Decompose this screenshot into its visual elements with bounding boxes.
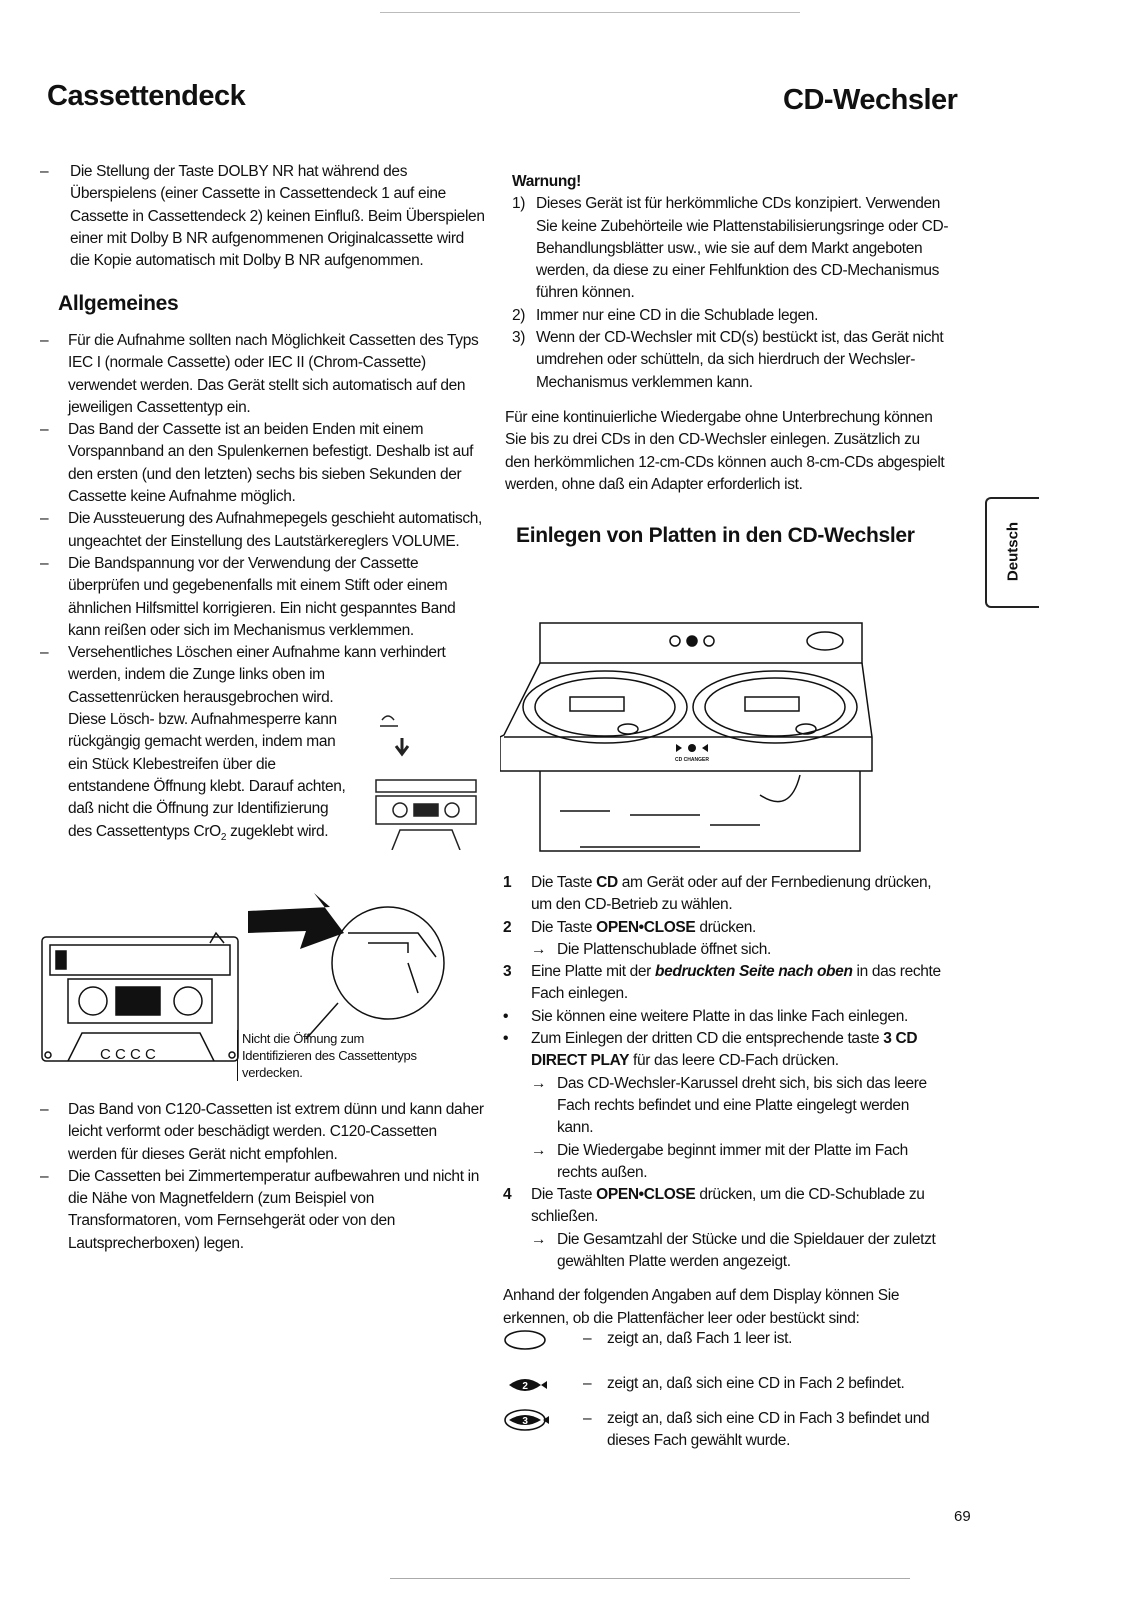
step-number: 2 [503, 918, 512, 936]
empty-disc-icon [503, 1328, 553, 1352]
scan-noise-bottom [390, 1578, 910, 1579]
step-number: 3 [503, 963, 512, 981]
left-title: Cassettendeck [47, 80, 246, 112]
bottom-list [40, 1099, 485, 1255]
step-text: drücken. [695, 918, 756, 936]
step-text: Zum Einlegen der dritten CD die entsprechende taste [531, 1030, 884, 1048]
language-tab [985, 497, 1039, 608]
arrow-icon: → [531, 1074, 547, 1092]
arrow-icon: → [531, 940, 547, 958]
step-result-text: Die Wiedergabe beginnt immer mit der Platte im Fach rechts außen. [557, 1141, 908, 1181]
step-result [503, 939, 948, 961]
disc-icon-label: 3 [522, 1416, 528, 1427]
key-name: OPEN•CLOSE [596, 918, 696, 936]
bullet-icon: • [503, 1007, 509, 1025]
dash: – [40, 644, 49, 662]
list-item-text: Das Band von C120-Cassetten ist extrem dünn und kann daher leicht verformt oder beschädigt werden. C120-Cassetten werden für dieses Gerät nicht empfohlen. [68, 1101, 484, 1163]
warning-item [512, 305, 952, 327]
cassette-label: C C C C [100, 1046, 156, 1063]
warning-number: 2) [512, 306, 526, 324]
warning-text: Immer nur eine CD in die Schublade legen. [536, 306, 819, 324]
page-number: 69 [954, 1508, 971, 1525]
text-line: ein Stück Klebestreifen über die [68, 755, 276, 773]
dash: – [583, 1410, 592, 1427]
warning-item [512, 327, 952, 394]
warning-number: 1) [512, 195, 526, 213]
list-item [40, 330, 485, 419]
warning-text: Dieses Gerät ist für herkömmliche CDs konzipiert. Verwenden Sie keine Zubehörteile wie Plattenstabilisierungsringe oder CD-Behandlungsblätter usw., wie sie auf dem Markt angeboten werden, da diese zu einer Fehlfunktion des CD-Mechanismus führen können. [536, 195, 949, 302]
bullet-item [503, 1006, 948, 1028]
list-item-text: Das Band der Cassette ist an beiden Enden mit einem Vorspannband an den Spulenkernen befestigt. Deshalb ist auf den ersten (und den letzten) sechs bis sieben Sekunden der Cassette keine Aufnahme möglich. [68, 421, 474, 506]
warning-item [512, 193, 952, 304]
step-result [503, 1140, 948, 1185]
display-row-text: zeigt an, daß Fach 1 leer ist. [607, 1330, 793, 1347]
step-4 [503, 1184, 948, 1229]
step-result-text: Die Gesamtzahl der Stücke und die Spieldauer der zuletzt gewählten Platte werden angezeigt. [557, 1230, 936, 1271]
dash: – [583, 1330, 592, 1347]
dash: – [40, 1101, 49, 1118]
list-item [40, 1166, 485, 1255]
text-line: rückgängig gemacht werden, indem man [68, 733, 336, 751]
step-result [503, 1229, 948, 1274]
steps-list [503, 872, 948, 1330]
arrow-icon: → [531, 1141, 547, 1159]
text-line: Cassettenrücken herausgebrochen wird. [68, 688, 334, 706]
dash: – [40, 1167, 49, 1185]
text-fragment: des Cassettentyps CrO [68, 822, 221, 840]
step-text: drücken, um die CD-Schublade zu schließen. [531, 1186, 925, 1226]
dash: – [40, 332, 49, 349]
intro-paragraph: Für eine kontinuierliche Wiedergabe ohne Unterbrechung können Sie bis zu drei CDs in den CD-Wechsler einlegen. Zusätzlich zu den herkömmlichen 12-cm-CDs können auch 8-cm-CDs abgespielt werden, ohne daß ein Adapter erforderlich ist. [505, 409, 945, 493]
text-line: daß nicht die Öffnung zur Identifizierung [68, 800, 329, 818]
step-3 [503, 961, 948, 1006]
warning-number: 3) [512, 329, 526, 347]
step-text: Die Taste [531, 874, 597, 891]
text-line: Versehentliches Löschen einer Aufnahme kann verhindert [68, 644, 446, 662]
warning-block [512, 171, 952, 394]
display-row-text: zeigt an, daß sich eine CD in Fach 3 befindet und dieses Fach gewählt wurde. [607, 1410, 930, 1450]
step-text: Die Taste [531, 1186, 597, 1204]
right-title: CD-Wechsler [783, 84, 958, 116]
step-text: in das rechte Fach einlegen. [531, 963, 941, 1003]
emphasis: bedruckten Seite nach oben [654, 963, 853, 981]
disc-icon-label: 2 [522, 1381, 528, 1392]
arrow-icon: → [531, 1230, 547, 1248]
display-row-text: zeigt an, daß sich eine CD in Fach 2 befindet. [607, 1375, 905, 1392]
text-fragment: zugeklebt wird. [226, 822, 329, 840]
step-1 [503, 872, 948, 917]
disc-2-icon [503, 1373, 553, 1397]
list-item [40, 1099, 485, 1166]
subscript: 2 [220, 831, 227, 843]
disc-3-selected-icon [503, 1408, 553, 1432]
list-item [40, 553, 485, 642]
caption-line: Nicht die Öffnung zum [242, 1031, 365, 1046]
dash: – [583, 1375, 592, 1392]
cd-changer-illustration [500, 615, 875, 870]
list-item-text: Für die Aufnahme sollten nach Möglichkeit Cassetten des Typs IEC I (normale Cassette) oder IEC II (Chrom-Cassette) verwendet werden. Das Gerät stellt sich automatisch auf den jeweiligen Cassettentyp ein. [68, 332, 479, 416]
step-2 [503, 917, 948, 939]
list-item [40, 508, 485, 553]
left-column [40, 161, 485, 272]
caption-line: verdecken. [242, 1065, 303, 1080]
step-text: Sie können eine weitere Platte in das linke Fach einlegen. [531, 1007, 908, 1025]
step-text: Die Taste [531, 918, 597, 936]
bullet-item [503, 1028, 948, 1073]
scan-noise-top [380, 12, 800, 13]
erase-tab-illustration [372, 700, 482, 850]
list-item [40, 161, 485, 272]
warning-title: Warnung! [512, 173, 581, 190]
step-number: 4 [503, 1186, 512, 1204]
dash: – [40, 163, 49, 180]
text-line: werden, indem die Zunge links oben im [68, 666, 325, 684]
list-item-text: Die Stellung der Taste DOLBY NR hat während des Überspielens (einer Cassette in Cassettendeck 1 auf eine Cassette in Cassettendeck 2) keinen Einfluß. Beim Überspielen einer mit Dolby B NR aufgenommenen Originalcassette wird die Kopie automatisch mit Dolby B NR aufgenommen. [70, 163, 485, 270]
cassette-caption [237, 1030, 417, 1081]
dash: – [40, 510, 49, 528]
dash: – [40, 421, 49, 439]
device-label: CD CHANGER [675, 757, 709, 763]
step-text: für das leere CD-Fach drücken. [629, 1052, 839, 1070]
bullet-icon: • [503, 1030, 509, 1048]
warning-text: Wenn der CD-Wechsler mit CD(s) bestückt ist, das Gerät nicht umdrehen oder schütteln, da sich hierdruch der Wechsler-Mechanismus verklemmen kann. [536, 329, 944, 391]
step-result-text: Das CD-Wechsler-Karussel dreht sich, bis sich das leere Fach rechts befindet und eine Platte eingelegt werden kann. [557, 1074, 927, 1137]
text-line: Diese Lösch- bzw. Aufnahmesperre kann [68, 711, 337, 729]
step-text: Eine Platte mit der [531, 963, 655, 981]
display-intro: Anhand der folgenden Angaben auf dem Display können Sie erkennen, ob die Plattenfächer leer oder bestückt sind: [503, 1287, 900, 1327]
key-name: 3 CD DIRECT PLAY [531, 1030, 918, 1070]
list-item-text: Die Aussteuerung des Aufnahmepegels geschieht automatisch, ungeachtet der Einstellung des Lautstärkereglers VOLUME. [68, 510, 482, 550]
step-number: 1 [503, 874, 512, 891]
list-item [40, 419, 485, 508]
step-result [503, 1073, 948, 1140]
key-name: CD [596, 874, 618, 891]
language-tab-label: Deutsch [1004, 521, 1022, 582]
display-legend [503, 1328, 973, 1458]
list-item-text: Die Cassetten bei Zimmertemperatur aufbewahren und nicht in die Nähe von Magnetfeldern (zum Beispiel von Transformatoren, vom Fernsehgerät oder von den Lautsprecherboxen) legen. [68, 1167, 479, 1252]
list-item-text: Die Bandspannung vor der Verwendung der Cassette überprüfen und gegebenenfalls mit einem Stift oder einem ähnlichen Hilfsmittel korrigieren. Ein nicht gespanntes Band kann reißen oder sich im Mechanismus verklemmen. [68, 554, 456, 639]
step-text: am Gerät oder auf der Fernbedienung drücken, um den CD-Betrieb zu wählen. [531, 874, 932, 914]
caption-line: Identifizieren des Cassettentyps [242, 1048, 417, 1063]
text-line: entstandene Öffnung klebt. Darauf achten, [68, 777, 346, 795]
key-name: OPEN•CLOSE [596, 1186, 696, 1204]
dash: – [40, 554, 49, 572]
step-result-text: Die Plattenschublade öffnet sich. [557, 940, 771, 958]
section-title-allgemeines: Allgemeines [58, 292, 179, 315]
section-title-einlegen: Einlegen von Platten in den CD-Wechsler [516, 524, 915, 547]
